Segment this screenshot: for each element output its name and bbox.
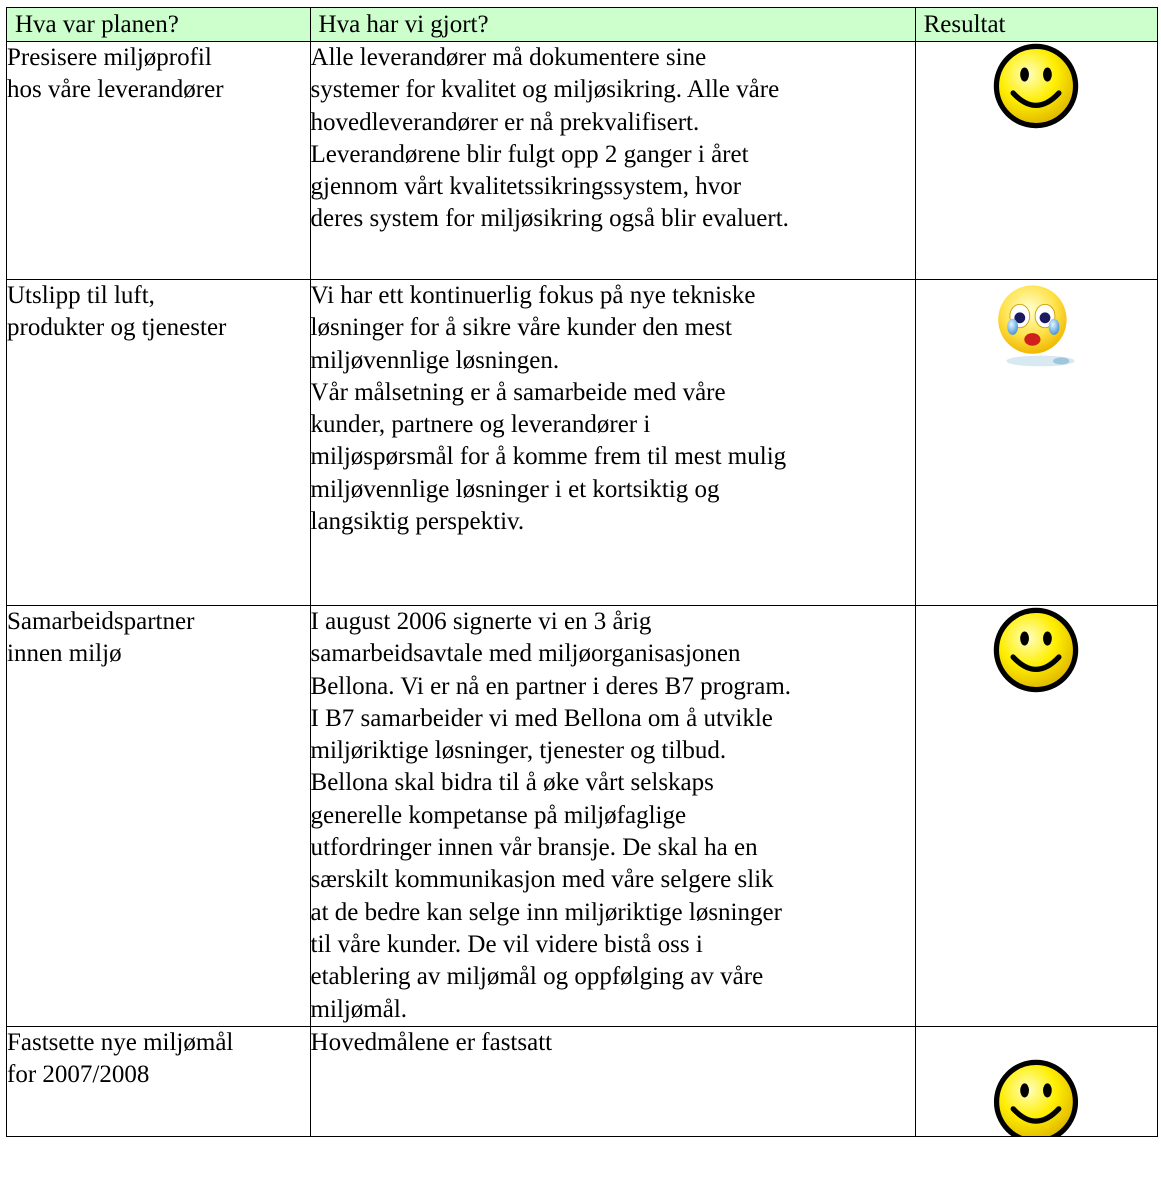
result-cell [915, 280, 1157, 606]
done-text: Vi har ett kontinuerlig fokus på nye tekniske [310, 282, 756, 309]
happy-smiley-icon [992, 606, 1080, 694]
plan-results-table [6, 7, 1158, 1137]
done-cell [310, 606, 915, 1027]
plan-cell [7, 280, 311, 606]
table-row [7, 280, 1158, 606]
happy-smiley-icon [992, 1058, 1080, 1136]
plan-cell [7, 606, 311, 1027]
done-text: Leverandørene blir fulgt opp 2 ganger i året [310, 140, 749, 168]
done-text: Hovedmålene er fastsatt [310, 1028, 553, 1056]
done-text: Bellona. Vi er nå en partner i deres B7 program. [310, 672, 792, 700]
done-text: at de bedre kan selge inn miljøriktige løsninger [310, 898, 782, 926]
done-text: I august 2006 signerte vi en 3 årig [310, 608, 652, 635]
done-text: miljøspørsmål for å komme frem til mest mulig [310, 443, 787, 471]
done-text: langsiktig perspektiv. [310, 508, 525, 536]
table-row [7, 606, 1158, 1027]
done-text: deres system for miljøsikring også blir evaluert. [310, 205, 789, 233]
done-text: systemer for kvalitet og miljøsikring. Alle våre [310, 76, 780, 104]
crying-smiley-icon [991, 280, 1081, 370]
done-cell [310, 1026, 915, 1136]
done-text: kunder, partnere og leverandører i [310, 411, 651, 439]
done-text: Vår målsetning er å samarbeide med våre [310, 378, 726, 406]
done-text: etablering av miljømål og oppfølging av våre [310, 963, 764, 991]
table-row [7, 1026, 1158, 1136]
done-text: samarbeidsavtale med miljøorganisasjonen [310, 640, 741, 668]
table-row [7, 42, 1158, 280]
done-cell [310, 280, 915, 606]
done-text: til våre kunder. De vil videre bistå oss i [310, 930, 703, 958]
plan-text: Presisere miljøprofil [7, 44, 212, 71]
done-text: Bellona skal bidra til å øke vårt selskaps [310, 769, 714, 797]
result-cell [915, 1026, 1157, 1136]
done-text: I B7 samarbeider vi med Bellona om å utvikle [310, 704, 773, 732]
result-cell [915, 606, 1157, 1027]
plan-cell [7, 42, 311, 280]
done-text: generelle kompetanse på miljøfaglige [310, 801, 687, 829]
header-plan: Hva var planen? [7, 8, 311, 42]
plan-text: innen miljø [7, 640, 122, 668]
done-text: særskilt kommunikasjon med våre selgere slik [310, 866, 774, 894]
plan-text: Samarbeidspartner [7, 608, 195, 635]
done-text: Alle leverandører må dokumentere sine [310, 44, 707, 71]
done-text: miljøvennlige løsningen. [310, 346, 560, 374]
result-cell [915, 42, 1157, 280]
header-done: Hva har vi gjort? [310, 8, 915, 42]
happy-smiley-icon [992, 42, 1080, 130]
done-text: miljøvennlige løsninger i et kortsiktig og [310, 475, 720, 503]
plan-text: produkter og tjenester [7, 314, 227, 342]
header-row [7, 8, 1158, 42]
done-text: miljømål. [310, 995, 408, 1023]
plan-text: for 2007/2008 [7, 1061, 150, 1089]
plan-text: Fastsette nye miljømål [7, 1028, 234, 1056]
done-text: miljøriktige løsninger, tjenester og tilbud. [310, 737, 727, 765]
plan-text: hos våre leverandører [7, 76, 224, 104]
done-cell [310, 42, 915, 280]
done-text: gjennom vårt kvalitetssikringssystem, hvor [310, 173, 742, 201]
plan-cell [7, 1026, 311, 1136]
header-result: Resultat [915, 8, 1157, 42]
done-text: utfordringer innen vår bransje. De skal ha en [310, 834, 758, 862]
done-text: hovedleverandører er nå prekvalifisert. [310, 108, 700, 136]
done-text: løsninger for å sikre våre kunder den mest [310, 314, 732, 342]
plan-text: Utslipp til luft, [7, 282, 155, 309]
